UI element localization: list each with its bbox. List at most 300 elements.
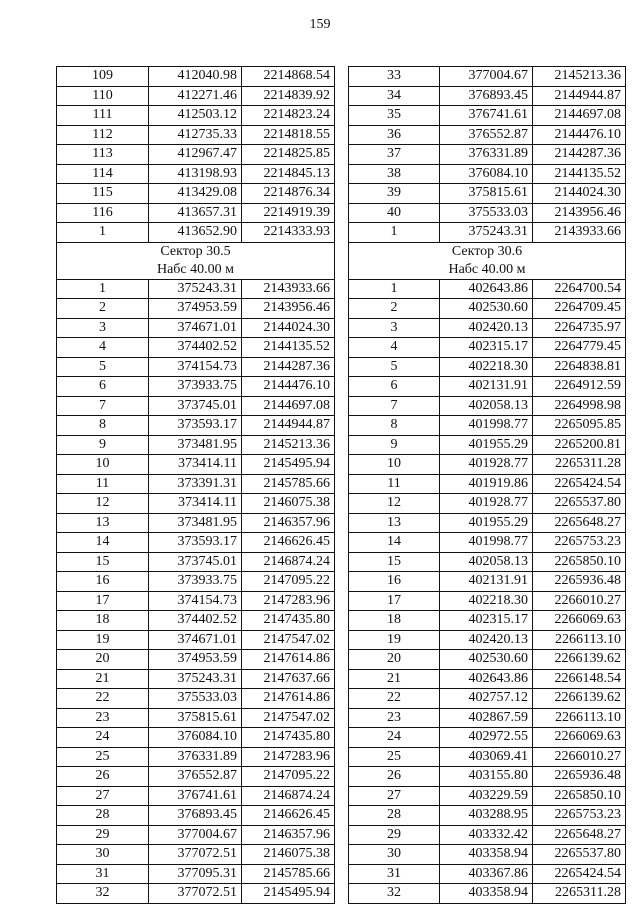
x-coordinate-cell: 401998.77: [440, 533, 533, 553]
table-row: [349, 650, 626, 670]
x-coordinate-cell: 413198.93: [149, 164, 242, 184]
table-row: [57, 474, 335, 494]
point-number-cell: 7: [57, 396, 149, 416]
point-number-cell: 9: [57, 435, 149, 455]
y-coordinate-cell: 2214839.92: [242, 86, 335, 106]
x-coordinate-cell: 373414.11: [149, 455, 242, 475]
section-header: [349, 242, 626, 279]
y-coordinate-cell: 2147283.96: [242, 747, 335, 767]
point-number-cell: 111: [57, 106, 149, 126]
page-number: 159: [309, 17, 331, 32]
point-number-cell: 40: [349, 203, 440, 223]
point-number-cell: 18: [349, 611, 440, 631]
y-coordinate-cell: 2214333.93: [242, 223, 335, 243]
point-number-cell: 26: [57, 767, 149, 787]
table-row: [57, 669, 335, 689]
point-number-cell: 31: [349, 864, 440, 884]
y-coordinate-cell: 2144697.08: [533, 106, 626, 126]
y-coordinate-cell: 2146357.96: [242, 513, 335, 533]
x-coordinate-cell: 403229.59: [440, 786, 533, 806]
y-coordinate-cell: 2214876.34: [242, 184, 335, 204]
x-coordinate-cell: 412040.98: [149, 67, 242, 87]
x-coordinate-cell: 374402.52: [149, 611, 242, 631]
y-coordinate-cell: 2265648.27: [533, 513, 626, 533]
point-number-cell: 33: [349, 67, 440, 87]
x-coordinate-cell: 374953.59: [149, 650, 242, 670]
table-row: [57, 223, 335, 243]
table-row: [57, 689, 335, 709]
table-row: [57, 884, 335, 904]
x-coordinate-cell: 374154.73: [149, 357, 242, 377]
table-row: [57, 630, 335, 650]
y-coordinate-cell: 2145785.66: [242, 864, 335, 884]
y-coordinate-cell: 2143956.46: [533, 203, 626, 223]
table-row: [349, 806, 626, 826]
x-coordinate-cell: 374953.59: [149, 299, 242, 319]
x-coordinate-cell: 413429.08: [149, 184, 242, 204]
point-number-cell: 4: [57, 338, 149, 358]
x-coordinate-cell: 402420.13: [440, 318, 533, 338]
x-coordinate-cell: 377095.31: [149, 864, 242, 884]
x-coordinate-cell: 376084.10: [149, 728, 242, 748]
x-coordinate-cell: 373745.01: [149, 552, 242, 572]
x-coordinate-cell: 376552.87: [149, 767, 242, 787]
point-number-cell: 17: [57, 591, 149, 611]
x-coordinate-cell: 376893.45: [149, 806, 242, 826]
y-coordinate-cell: 2147547.02: [242, 708, 335, 728]
table-row: [349, 435, 626, 455]
x-coordinate-cell: 402643.86: [440, 279, 533, 299]
point-number-cell: 30: [57, 845, 149, 865]
table-row: [57, 396, 335, 416]
x-coordinate-cell: 403332.42: [440, 825, 533, 845]
table-row: [57, 67, 335, 87]
point-number-cell: 27: [349, 786, 440, 806]
y-coordinate-cell: 2147547.02: [242, 630, 335, 650]
x-coordinate-cell: 403358.94: [440, 884, 533, 904]
point-number-cell: 16: [57, 572, 149, 592]
y-coordinate-cell: 2144697.08: [242, 396, 335, 416]
section-header-row: [349, 242, 626, 279]
x-coordinate-cell: 376893.45: [440, 86, 533, 106]
y-coordinate-cell: 2147435.80: [242, 728, 335, 748]
x-coordinate-cell: 402867.59: [440, 708, 533, 728]
y-coordinate-cell: 2143933.66: [533, 223, 626, 243]
y-coordinate-cell: 2265311.28: [533, 884, 626, 904]
x-coordinate-cell: 402058.13: [440, 396, 533, 416]
y-coordinate-cell: 2144944.87: [242, 416, 335, 436]
x-coordinate-cell: 402530.60: [440, 299, 533, 319]
table-row: [57, 106, 335, 126]
y-coordinate-cell: 2265424.54: [533, 864, 626, 884]
point-number-cell: 13: [349, 513, 440, 533]
table-row: [349, 125, 626, 145]
table-body: [57, 67, 335, 904]
y-coordinate-cell: 2265753.23: [533, 533, 626, 553]
y-coordinate-cell: 2266113.10: [533, 630, 626, 650]
table-row: [349, 474, 626, 494]
x-coordinate-cell: 374402.52: [149, 338, 242, 358]
table-row: [349, 279, 626, 299]
table-row: [57, 279, 335, 299]
y-coordinate-cell: 2265753.23: [533, 806, 626, 826]
x-coordinate-cell: 373593.17: [149, 416, 242, 436]
y-coordinate-cell: 2147614.86: [242, 650, 335, 670]
point-number-cell: 5: [349, 357, 440, 377]
table-row: [57, 806, 335, 826]
coordinates-table-right: [348, 66, 626, 904]
table-row: [349, 864, 626, 884]
x-coordinate-cell: 376331.89: [149, 747, 242, 767]
coordinates-table-left: [56, 66, 335, 904]
table-row: [349, 377, 626, 397]
y-coordinate-cell: 2144287.36: [242, 357, 335, 377]
x-coordinate-cell: 402757.12: [440, 689, 533, 709]
table-row: [57, 650, 335, 670]
table-row: [349, 884, 626, 904]
x-coordinate-cell: 412735.33: [149, 125, 242, 145]
table-row: [349, 591, 626, 611]
x-coordinate-cell: 377072.51: [149, 884, 242, 904]
point-number-cell: 7: [349, 396, 440, 416]
point-number-cell: 14: [57, 533, 149, 553]
x-coordinate-cell: 377004.67: [440, 67, 533, 87]
y-coordinate-cell: 2266139.62: [533, 689, 626, 709]
y-coordinate-cell: 2144024.30: [533, 184, 626, 204]
table-row: [57, 357, 335, 377]
y-coordinate-cell: 2265424.54: [533, 474, 626, 494]
table-row: [349, 184, 626, 204]
table-row: [349, 494, 626, 514]
y-coordinate-cell: 2214845.13: [242, 164, 335, 184]
point-number-cell: 6: [349, 377, 440, 397]
point-number-cell: 32: [349, 884, 440, 904]
point-number-cell: 4: [349, 338, 440, 358]
point-number-cell: 20: [349, 650, 440, 670]
y-coordinate-cell: 2146626.45: [242, 533, 335, 553]
x-coordinate-cell: 402131.91: [440, 572, 533, 592]
x-coordinate-cell: 401919.86: [440, 474, 533, 494]
table-row: [349, 708, 626, 728]
table-row: [57, 552, 335, 572]
point-number-cell: 21: [349, 669, 440, 689]
point-number-cell: 114: [57, 164, 149, 184]
point-number-cell: 112: [57, 125, 149, 145]
point-number-cell: 19: [349, 630, 440, 650]
point-number-cell: 22: [349, 689, 440, 709]
point-number-cell: 3: [349, 318, 440, 338]
point-number-cell: 26: [349, 767, 440, 787]
y-coordinate-cell: 2146357.96: [242, 825, 335, 845]
point-number-cell: 25: [349, 747, 440, 767]
x-coordinate-cell: 403367.86: [440, 864, 533, 884]
point-number-cell: 8: [349, 416, 440, 436]
x-coordinate-cell: 402058.13: [440, 552, 533, 572]
table-body: [349, 67, 626, 904]
x-coordinate-cell: 401928.77: [440, 494, 533, 514]
point-number-cell: 38: [349, 164, 440, 184]
x-coordinate-cell: 403069.41: [440, 747, 533, 767]
y-coordinate-cell: 2146626.45: [242, 806, 335, 826]
y-coordinate-cell: 2265936.48: [533, 767, 626, 787]
y-coordinate-cell: 2144135.52: [533, 164, 626, 184]
y-coordinate-cell: 2147435.80: [242, 611, 335, 631]
point-number-cell: 25: [57, 747, 149, 767]
point-number-cell: 14: [349, 533, 440, 553]
table-row: [349, 203, 626, 223]
y-coordinate-cell: 2143956.46: [242, 299, 335, 319]
table-row: [349, 357, 626, 377]
x-coordinate-cell: 403288.95: [440, 806, 533, 826]
point-number-cell: 109: [57, 67, 149, 87]
table-row: [57, 299, 335, 319]
table-row: [57, 825, 335, 845]
table-row: [57, 513, 335, 533]
y-coordinate-cell: 2265537.80: [533, 845, 626, 865]
y-coordinate-cell: 2214868.54: [242, 67, 335, 87]
point-number-cell: 36: [349, 125, 440, 145]
x-coordinate-cell: 401955.29: [440, 435, 533, 455]
y-coordinate-cell: 2144476.10: [242, 377, 335, 397]
point-number-cell: 16: [349, 572, 440, 592]
table-row: [57, 86, 335, 106]
point-number-cell: 12: [57, 494, 149, 514]
table-row: [57, 455, 335, 475]
x-coordinate-cell: 373745.01: [149, 396, 242, 416]
table-row: [57, 728, 335, 748]
x-coordinate-cell: 402420.13: [440, 630, 533, 650]
table-row: [57, 145, 335, 165]
x-coordinate-cell: 375243.31: [440, 223, 533, 243]
table-row: [57, 786, 335, 806]
point-number-cell: 6: [57, 377, 149, 397]
x-coordinate-cell: 412967.47: [149, 145, 242, 165]
y-coordinate-cell: 2265200.81: [533, 435, 626, 455]
x-coordinate-cell: 403155.80: [440, 767, 533, 787]
table-row: [57, 125, 335, 145]
table-row: [349, 689, 626, 709]
point-number-cell: 28: [349, 806, 440, 826]
section-header: [57, 242, 335, 279]
point-number-cell: 37: [349, 145, 440, 165]
x-coordinate-cell: 375243.31: [149, 669, 242, 689]
table-row: [349, 299, 626, 319]
point-number-cell: 8: [57, 416, 149, 436]
point-number-cell: 5: [57, 357, 149, 377]
table-row: [349, 145, 626, 165]
table-row: [349, 630, 626, 650]
x-coordinate-cell: 373933.75: [149, 377, 242, 397]
table-row: [349, 786, 626, 806]
y-coordinate-cell: 2145785.66: [242, 474, 335, 494]
x-coordinate-cell: 401998.77: [440, 416, 533, 436]
table-row: [57, 747, 335, 767]
y-coordinate-cell: 2147283.96: [242, 591, 335, 611]
y-coordinate-cell: 2144944.87: [533, 86, 626, 106]
point-number-cell: 113: [57, 145, 149, 165]
table-row: [57, 611, 335, 631]
y-coordinate-cell: 2265311.28: [533, 455, 626, 475]
y-coordinate-cell: 2266010.27: [533, 747, 626, 767]
point-number-cell: 22: [57, 689, 149, 709]
table-row: [57, 338, 335, 358]
y-coordinate-cell: 2146874.24: [242, 786, 335, 806]
point-number-cell: 13: [57, 513, 149, 533]
point-number-cell: 19: [57, 630, 149, 650]
point-number-cell: 29: [57, 825, 149, 845]
table-row: [57, 435, 335, 455]
table-row: [349, 318, 626, 338]
table-row: [349, 611, 626, 631]
y-coordinate-cell: 2264998.98: [533, 396, 626, 416]
table-row: [349, 416, 626, 436]
y-coordinate-cell: 2265850.10: [533, 786, 626, 806]
x-coordinate-cell: 402218.30: [440, 357, 533, 377]
x-coordinate-cell: 376552.87: [440, 125, 533, 145]
y-coordinate-cell: 2265537.80: [533, 494, 626, 514]
x-coordinate-cell: 377072.51: [149, 845, 242, 865]
point-number-cell: 116: [57, 203, 149, 223]
y-coordinate-cell: 2266010.27: [533, 591, 626, 611]
x-coordinate-cell: 377004.67: [149, 825, 242, 845]
x-coordinate-cell: 402972.55: [440, 728, 533, 748]
y-coordinate-cell: 2147637.66: [242, 669, 335, 689]
table-row: [57, 494, 335, 514]
y-coordinate-cell: 2265936.48: [533, 572, 626, 592]
y-coordinate-cell: 2147095.22: [242, 572, 335, 592]
y-coordinate-cell: 2147095.22: [242, 767, 335, 787]
point-number-cell: 23: [57, 708, 149, 728]
y-coordinate-cell: 2264838.81: [533, 357, 626, 377]
point-number-cell: 3: [57, 318, 149, 338]
x-coordinate-cell: 373933.75: [149, 572, 242, 592]
x-coordinate-cell: 374671.01: [149, 630, 242, 650]
x-coordinate-cell: 402131.91: [440, 377, 533, 397]
point-number-cell: 27: [57, 786, 149, 806]
y-coordinate-cell: 2214919.39: [242, 203, 335, 223]
x-coordinate-cell: 373481.95: [149, 435, 242, 455]
x-coordinate-cell: 373593.17: [149, 533, 242, 553]
y-coordinate-cell: 2214825.85: [242, 145, 335, 165]
point-number-cell: 2: [349, 299, 440, 319]
point-number-cell: 15: [57, 552, 149, 572]
x-coordinate-cell: 376741.61: [149, 786, 242, 806]
x-coordinate-cell: 401955.29: [440, 513, 533, 533]
y-coordinate-cell: 2266113.10: [533, 708, 626, 728]
point-number-cell: 24: [57, 728, 149, 748]
x-coordinate-cell: 412271.46: [149, 86, 242, 106]
point-number-cell: 11: [57, 474, 149, 494]
table-row: [349, 164, 626, 184]
y-coordinate-cell: 2264912.59: [533, 377, 626, 397]
y-coordinate-cell: 2146075.38: [242, 845, 335, 865]
table-row: [349, 728, 626, 748]
point-number-cell: 11: [349, 474, 440, 494]
y-coordinate-cell: 2144287.36: [533, 145, 626, 165]
table-row: [349, 67, 626, 87]
table-row: [57, 533, 335, 553]
y-coordinate-cell: 2144024.30: [242, 318, 335, 338]
x-coordinate-cell: 376741.61: [440, 106, 533, 126]
point-number-cell: 24: [349, 728, 440, 748]
table-row: [349, 513, 626, 533]
table-row: [349, 106, 626, 126]
y-coordinate-cell: 2264779.45: [533, 338, 626, 358]
point-number-cell: 17: [349, 591, 440, 611]
table-row: [349, 825, 626, 845]
point-number-cell: 39: [349, 184, 440, 204]
table-row: [349, 86, 626, 106]
point-number-cell: 34: [349, 86, 440, 106]
y-coordinate-cell: 2145213.36: [242, 435, 335, 455]
x-coordinate-cell: 375815.61: [440, 184, 533, 204]
y-coordinate-cell: 2266148.54: [533, 669, 626, 689]
table-row: [57, 164, 335, 184]
x-coordinate-cell: 375243.31: [149, 279, 242, 299]
section-subtitle: Набс 40.00 м: [156, 261, 235, 277]
table-row: [349, 552, 626, 572]
table-row: [349, 223, 626, 243]
point-number-cell: 12: [349, 494, 440, 514]
point-number-cell: 1: [349, 223, 440, 243]
point-number-cell: 30: [349, 845, 440, 865]
x-coordinate-cell: 376331.89: [440, 145, 533, 165]
point-number-cell: 21: [57, 669, 149, 689]
y-coordinate-cell: 2265850.10: [533, 552, 626, 572]
x-coordinate-cell: 402530.60: [440, 650, 533, 670]
x-coordinate-cell: 401928.77: [440, 455, 533, 475]
x-coordinate-cell: 374154.73: [149, 591, 242, 611]
y-coordinate-cell: 2214818.55: [242, 125, 335, 145]
table-row: [349, 533, 626, 553]
x-coordinate-cell: 413657.31: [149, 203, 242, 223]
section-header-row: [57, 242, 335, 279]
y-coordinate-cell: 2264735.97: [533, 318, 626, 338]
table-row: [57, 708, 335, 728]
point-number-cell: 28: [57, 806, 149, 826]
y-coordinate-cell: 2143933.66: [242, 279, 335, 299]
point-number-cell: 110: [57, 86, 149, 106]
table-row: [349, 669, 626, 689]
x-coordinate-cell: 376084.10: [440, 164, 533, 184]
table-row: [57, 318, 335, 338]
y-coordinate-cell: 2144476.10: [533, 125, 626, 145]
table-row: [349, 338, 626, 358]
y-coordinate-cell: 2266069.63: [533, 728, 626, 748]
point-number-cell: 1: [57, 223, 149, 243]
table-row: [57, 864, 335, 884]
y-coordinate-cell: 2266139.62: [533, 650, 626, 670]
table-row: [57, 767, 335, 787]
y-coordinate-cell: 2145495.94: [242, 455, 335, 475]
y-coordinate-cell: 2264709.45: [533, 299, 626, 319]
x-coordinate-cell: 412503.12: [149, 106, 242, 126]
table-row: [349, 845, 626, 865]
x-coordinate-cell: 402218.30: [440, 591, 533, 611]
point-number-cell: 1: [349, 279, 440, 299]
x-coordinate-cell: 375533.03: [149, 689, 242, 709]
x-coordinate-cell: 402315.17: [440, 338, 533, 358]
table-row: [57, 184, 335, 204]
x-coordinate-cell: 403358.94: [440, 845, 533, 865]
point-number-cell: 10: [57, 455, 149, 475]
table-row: [349, 455, 626, 475]
y-coordinate-cell: 2147614.86: [242, 689, 335, 709]
point-number-cell: 10: [349, 455, 440, 475]
x-coordinate-cell: 374671.01: [149, 318, 242, 338]
y-coordinate-cell: 2146075.38: [242, 494, 335, 514]
x-coordinate-cell: 373481.95: [149, 513, 242, 533]
